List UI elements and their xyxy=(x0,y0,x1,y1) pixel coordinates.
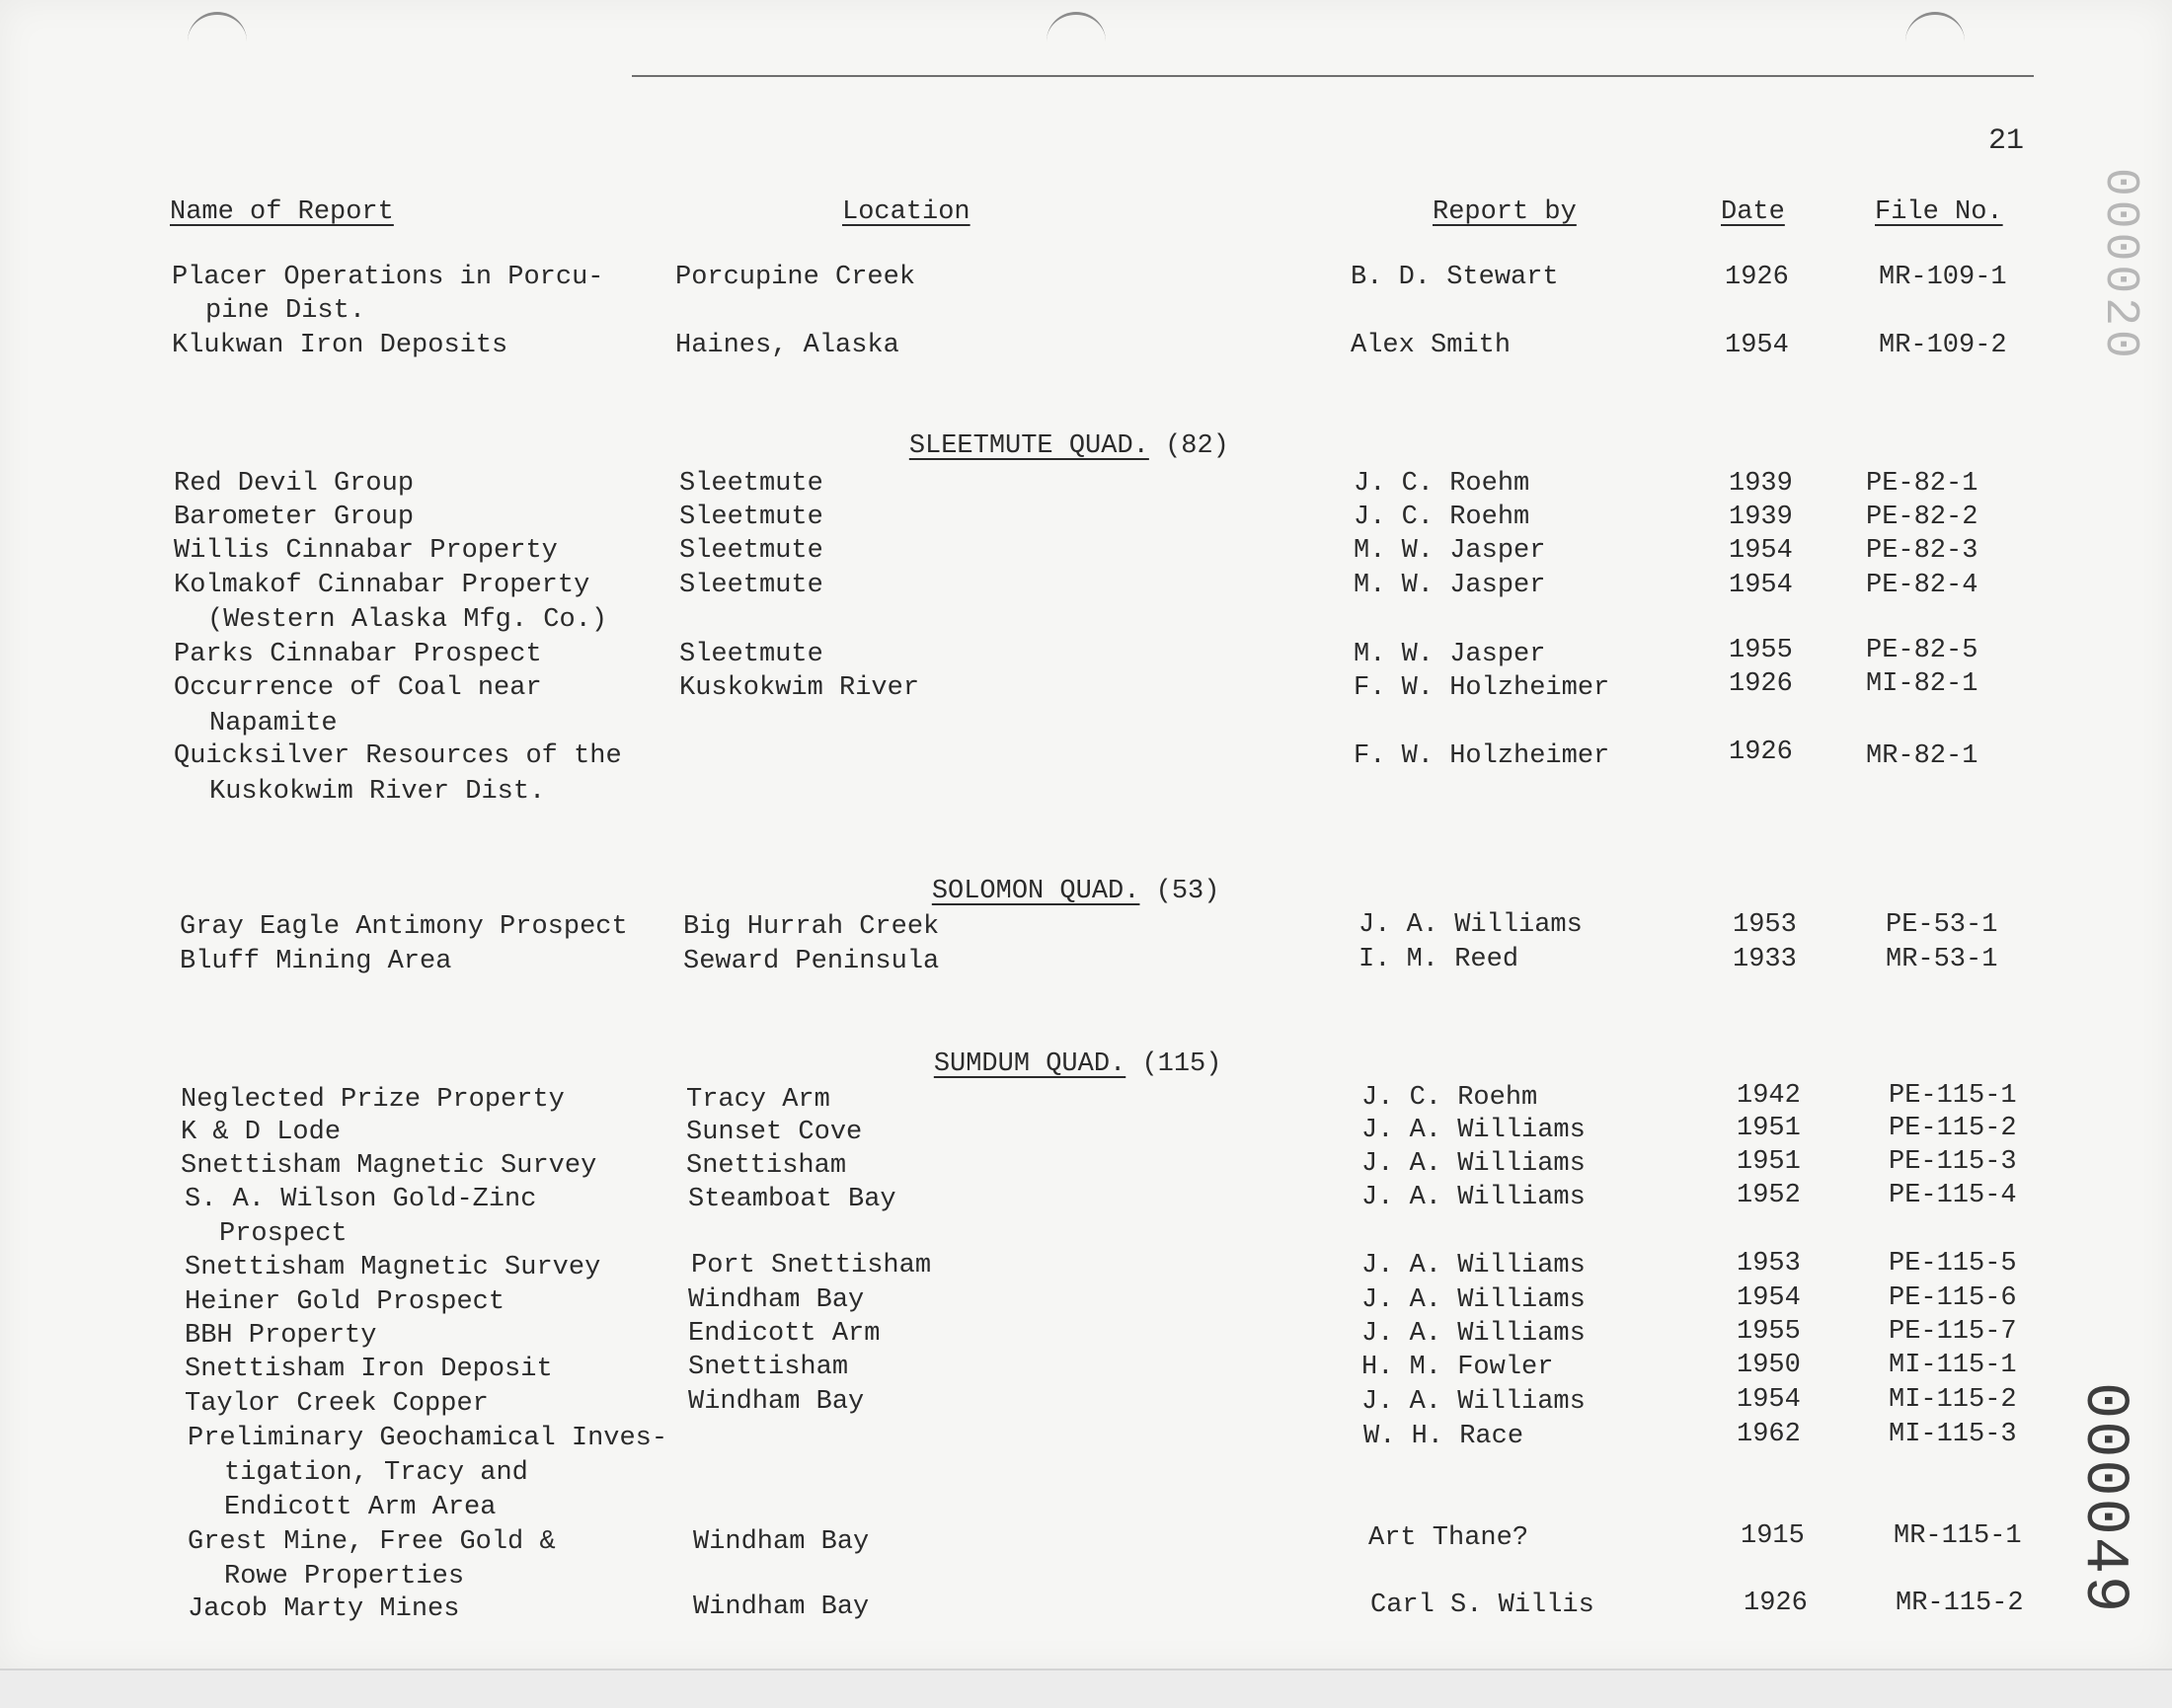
report-author: Art Thane? xyxy=(1368,1523,1529,1553)
report-author: J. C. Roehm xyxy=(1354,469,1530,499)
report-date: 1926 xyxy=(1729,738,1793,767)
report-date: 1950 xyxy=(1737,1351,1801,1380)
report-name-continued: Endicott Arm Area xyxy=(224,1493,497,1522)
report-file-no: PE-82-2 xyxy=(1866,503,1978,532)
report-file-no: PE-115-4 xyxy=(1889,1181,2017,1210)
report-file-no: MI-115-1 xyxy=(1889,1351,2017,1380)
report-date: 1954 xyxy=(1737,1385,1801,1415)
report-author: J. A. Williams xyxy=(1361,1183,1586,1212)
report-date: 1952 xyxy=(1737,1181,1801,1210)
report-name: Grest Mine, Free Gold & xyxy=(188,1527,556,1557)
report-location: Sleetmute xyxy=(679,640,823,669)
report-author: Carl S. Willis xyxy=(1370,1591,1594,1620)
report-name: Heiner Gold Prospect xyxy=(185,1287,505,1317)
report-location: Seward Peninsula xyxy=(683,947,940,976)
report-file-no: PE-115-5 xyxy=(1889,1249,2017,1279)
section-number: (53) xyxy=(1155,877,1220,906)
report-name: K & D Lode xyxy=(181,1118,342,1147)
report-author: J. C. Roehm xyxy=(1354,503,1530,532)
report-location: Snettisham xyxy=(686,1151,847,1181)
header-name: Name of Report xyxy=(170,197,394,227)
report-location: Endicott Arm xyxy=(688,1319,881,1349)
report-location: Tracy Arm xyxy=(686,1085,830,1115)
section-heading xyxy=(870,1014,1221,1115)
report-author: J. A. Williams xyxy=(1361,1319,1586,1349)
report-location: Windham Bay xyxy=(693,1527,870,1557)
page-number: 21 xyxy=(1988,124,2025,158)
report-file-no: PE-82-4 xyxy=(1866,571,1978,600)
report-date: 1926 xyxy=(1729,669,1793,699)
report-location: Windham Bay xyxy=(688,1387,865,1417)
report-date: 1951 xyxy=(1737,1147,1801,1177)
report-author: W. H. Race xyxy=(1363,1422,1524,1451)
report-author: I. M. Reed xyxy=(1358,945,1519,974)
report-name: Snettisham Magnetic Survey xyxy=(185,1253,601,1282)
report-location: Sleetmute xyxy=(679,469,823,499)
report-author: B. D. Stewart xyxy=(1351,263,1559,292)
report-date: 1954 xyxy=(1729,536,1793,566)
report-file-no: PE-82-1 xyxy=(1866,469,1978,499)
report-file-no: PE-82-5 xyxy=(1866,636,1978,665)
report-date: 1955 xyxy=(1737,1317,1801,1347)
report-author: M. W. Jasper xyxy=(1354,571,1546,600)
report-file-no: MI-82-1 xyxy=(1866,669,1978,699)
report-file-no: MR-115-2 xyxy=(1896,1589,2024,1618)
section-title: SUMDUM QUAD. xyxy=(933,1049,1126,1079)
report-location: Kuskokwim River xyxy=(679,673,920,703)
report-author: J. C. Roehm xyxy=(1361,1083,1538,1113)
document-stamp-number: 000049 xyxy=(2069,1382,2139,1615)
report-author: M. W. Jasper xyxy=(1354,640,1546,669)
report-name: Taylor Creek Copper xyxy=(185,1389,489,1419)
report-location: Sleetmute xyxy=(679,536,823,566)
section-number: (115) xyxy=(1141,1049,1222,1079)
report-name-continued: Rowe Properties xyxy=(224,1562,465,1592)
report-location: Sleetmute xyxy=(679,571,823,600)
report-name: Gray Eagle Antimony Prospect xyxy=(180,912,628,942)
punch-hole-mark xyxy=(188,12,247,48)
faded-stamp-number: 000020 xyxy=(2093,168,2146,362)
report-author: J. A. Williams xyxy=(1358,910,1583,940)
report-name-continued: Kuskokwim River Dist. xyxy=(209,777,546,807)
report-file-no: MR-53-1 xyxy=(1886,945,1998,974)
scan-background-strip xyxy=(0,1669,2172,1708)
report-file-no: PE-82-3 xyxy=(1866,536,1978,566)
report-name: Bluff Mining Area xyxy=(180,947,452,976)
punch-hole-mark xyxy=(1905,12,1965,48)
report-author: J. A. Williams xyxy=(1361,1387,1586,1417)
report-date: 1954 xyxy=(1725,331,1789,360)
report-location: Windham Bay xyxy=(693,1592,870,1622)
section-title: SOLOMON QUAD. xyxy=(931,877,1140,906)
report-name: Parks Cinnabar Prospect xyxy=(174,640,542,669)
report-author: F. W. Holzheimer xyxy=(1354,673,1610,703)
report-file-no: MI-115-2 xyxy=(1889,1385,2017,1415)
report-name: Snettisham Iron Deposit xyxy=(185,1355,553,1384)
report-file-no: MR-109-2 xyxy=(1879,331,2007,360)
report-location: Snettisham xyxy=(688,1353,849,1382)
report-location: Port Snettisham xyxy=(691,1251,932,1281)
section-number: (82) xyxy=(1165,431,1229,461)
report-name: Preliminary Geochamical Inves- xyxy=(188,1424,668,1453)
report-author: J. A. Williams xyxy=(1361,1251,1586,1281)
report-name: Neglected Prize Property xyxy=(181,1085,565,1115)
report-name-continued: tigation, Tracy and xyxy=(224,1458,528,1488)
report-name-continued: Napamite xyxy=(209,709,338,738)
report-name-continued: Prospect xyxy=(219,1219,348,1249)
report-date: 1962 xyxy=(1737,1420,1801,1449)
report-date: 1955 xyxy=(1729,636,1793,665)
report-name-continued: (Western Alaska Mfg. Co.) xyxy=(207,605,608,635)
report-file-no: MR-115-1 xyxy=(1894,1521,2022,1551)
report-author: F. W. Holzheimer xyxy=(1354,741,1610,771)
report-name-continued: pine Dist. xyxy=(205,296,366,326)
report-date: 1953 xyxy=(1737,1249,1801,1279)
report-name: S. A. Wilson Gold-Zinc xyxy=(185,1185,537,1214)
report-author: J. A. Williams xyxy=(1361,1285,1586,1315)
header-location: Location xyxy=(842,197,970,227)
report-location: Big Hurrah Creek xyxy=(683,912,940,942)
report-name: BBH Property xyxy=(185,1321,377,1351)
report-file-no: PE-115-2 xyxy=(1889,1114,2017,1143)
report-name: Occurrence of Coal near xyxy=(174,673,542,703)
report-date: 1954 xyxy=(1737,1283,1801,1313)
report-location: Steamboat Bay xyxy=(688,1185,896,1214)
report-file-no: PE-53-1 xyxy=(1886,910,1998,940)
section-title: SLEETMUTE QUAD. xyxy=(908,431,1149,461)
report-location: Windham Bay xyxy=(688,1285,865,1315)
report-date: 1915 xyxy=(1741,1521,1805,1551)
report-name: Barometer Group xyxy=(174,503,415,532)
report-date: 1939 xyxy=(1729,469,1793,499)
header-report-by: Report by xyxy=(1433,197,1577,227)
report-location: Porcupine Creek xyxy=(675,263,916,292)
report-name: Snettisham Magnetic Survey xyxy=(181,1151,597,1181)
report-name: Willis Cinnabar Property xyxy=(174,536,558,566)
report-location: Sleetmute xyxy=(679,503,823,532)
header-date: Date xyxy=(1721,197,1785,227)
report-file-no: PE-115-7 xyxy=(1889,1317,2017,1347)
report-file-no: MI-115-3 xyxy=(1889,1420,2017,1449)
report-name: Kolmakof Cinnabar Property xyxy=(174,571,590,600)
report-name: Red Devil Group xyxy=(174,469,415,499)
report-date: 1942 xyxy=(1737,1081,1801,1111)
report-author: J. A. Williams xyxy=(1361,1149,1586,1179)
report-file-no: MR-82-1 xyxy=(1866,741,1978,771)
punch-hole-mark xyxy=(1047,12,1106,48)
report-file-no: PE-115-6 xyxy=(1889,1283,2017,1313)
report-file-no: MR-109-1 xyxy=(1879,263,2007,292)
report-location: Sunset Cove xyxy=(686,1118,863,1147)
report-file-no: PE-115-1 xyxy=(1889,1081,2017,1111)
report-date: 1953 xyxy=(1733,910,1797,940)
header-file-no: File No. xyxy=(1875,197,2003,227)
report-location: Haines, Alaska xyxy=(675,331,899,360)
report-author: J. A. Williams xyxy=(1361,1116,1586,1145)
report-file-no: PE-115-3 xyxy=(1889,1147,2017,1177)
report-date: 1954 xyxy=(1729,571,1793,600)
report-name: Klukwan Iron Deposits xyxy=(172,331,508,360)
report-author: H. M. Fowler xyxy=(1361,1353,1554,1382)
report-date: 1951 xyxy=(1737,1114,1801,1143)
top-rule xyxy=(632,75,2034,77)
report-date: 1926 xyxy=(1744,1589,1808,1618)
report-name: Quicksilver Resources of the xyxy=(174,741,622,771)
report-date: 1939 xyxy=(1729,503,1793,532)
report-author: M. W. Jasper xyxy=(1354,536,1546,566)
report-name: Placer Operations in Porcu- xyxy=(172,263,604,292)
report-name: Jacob Marty Mines xyxy=(188,1594,460,1624)
report-date: 1926 xyxy=(1725,263,1789,292)
report-date: 1933 xyxy=(1733,945,1797,974)
section-heading xyxy=(845,396,1229,497)
report-author: Alex Smith xyxy=(1351,331,1512,360)
